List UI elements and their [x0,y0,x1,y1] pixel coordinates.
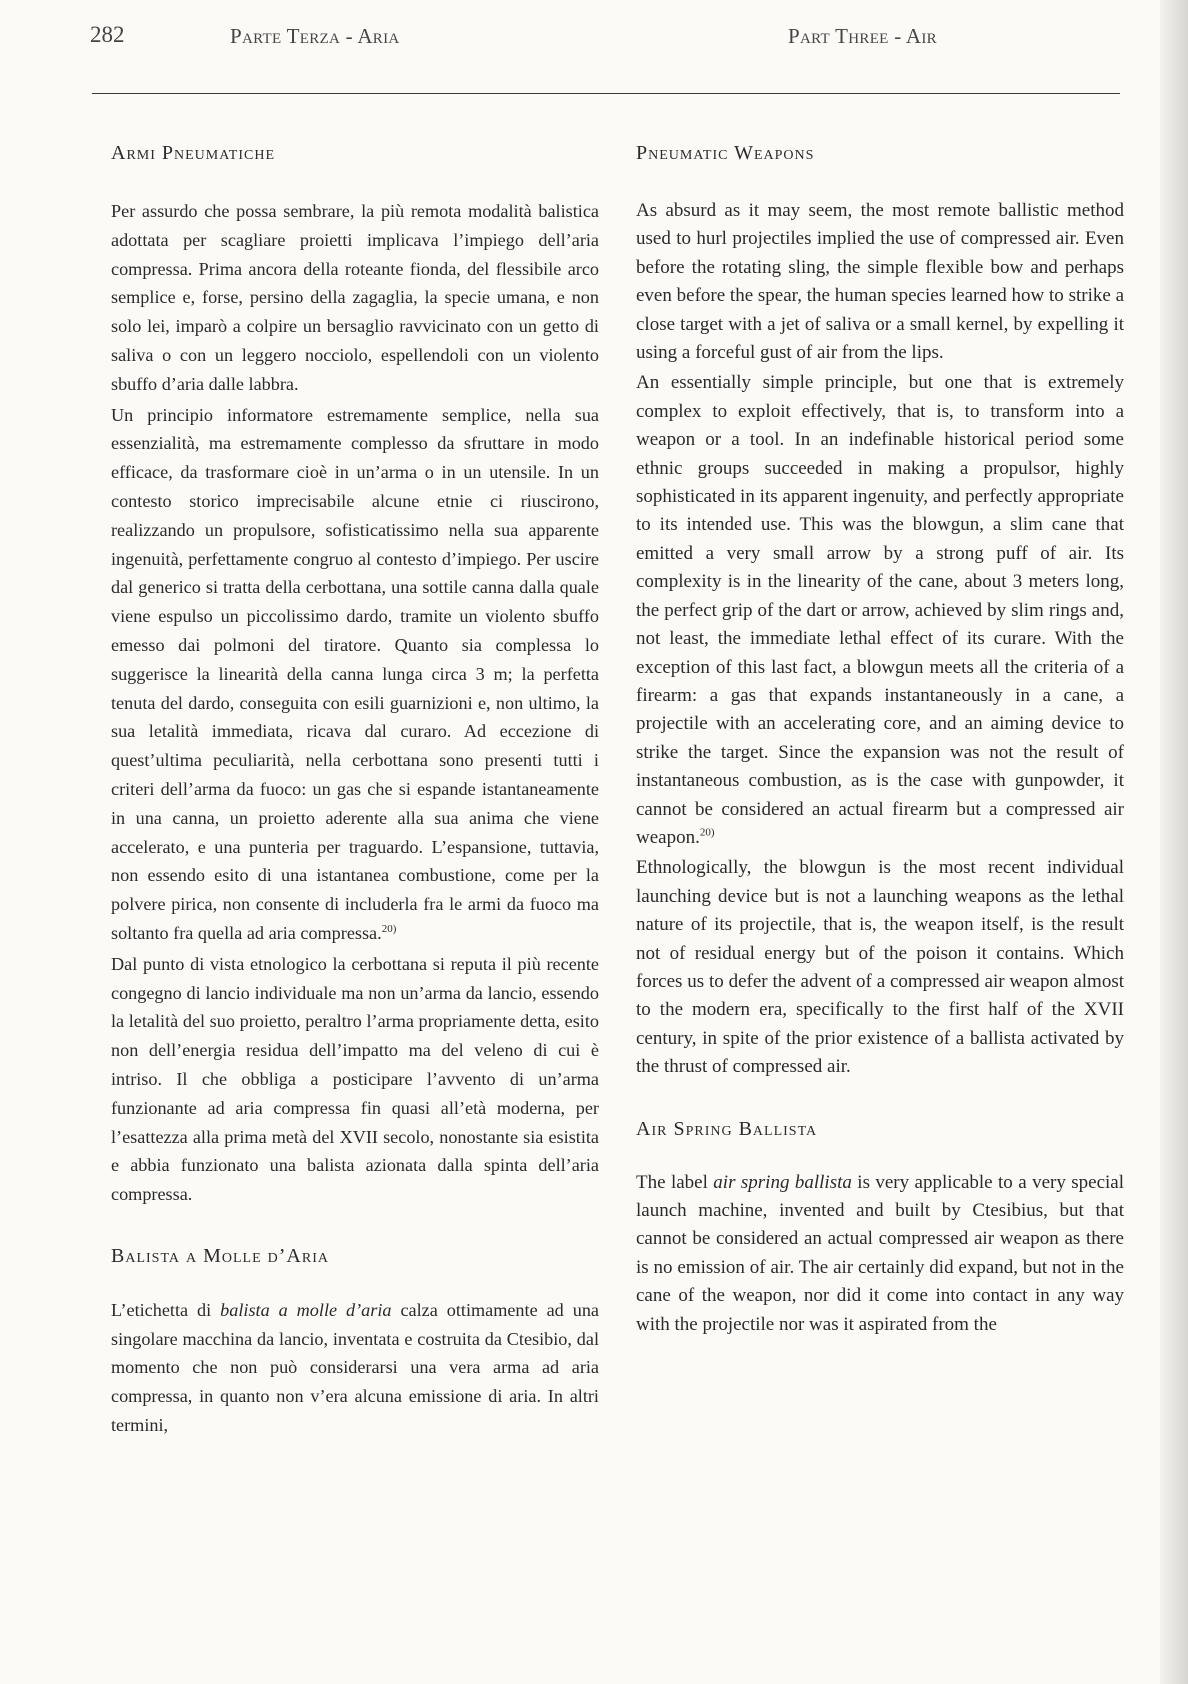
header-rule [92,93,1120,94]
paragraph: As absurd as it may seem, the most remote ballistic method used to hurl projectiles implied the use of compressed air. Even before the rotating sling, the simple flexible bow and perhaps even before the spear, the human species learned how to strike a close target with a jet of saliva or a small kernel, by expelling it using a forceful gust of air from the lips. [636,200,1124,364]
italic-term: air spring ballista [713,1171,852,1193]
italic-term: balista a molle d’aria [220,1299,392,1320]
paragraph-text: An essentially simple principle, but one that is extremely complex to exploit effectively, that is, to transform into a weapon or a tool. In an indefinable historical period some ethnic groups succeeded in making a propulsor, highly sophisticated in its apparent ingenuity, and perfectly appropriate to its intended use. This was the blowgun, a slim cane that emitted a very small arrow by a strong puff of air. Its complexity is in the linearity of the cane, about 3 meters long, the perfect grip of the dart or arrow, achieved by slim rings and, not least, the immediate lethal effect of its curare. With the exception of this last fact, a blowgun meets all the criteria of a firearm: a gas that expands instantaneously in a cane, a projectile with an accelerating core, and an aiming device to strike the target. Since the expansion was not the result of instantaneous combustion, as is the case with gunpowder, it cannot be considered an actual firearm but a compressed air weapon. [636,372,1124,848]
footnote-ref: 20) [699,826,715,839]
paragraph [636,369,1124,852]
paragraph: Per assurdo che possa sembrare, la più remota modalità balistica adottata per scagliare proietti implicava l’impiego dell’aria compressa. Prima ancora della roteante fionda, del flessibile arco semplice e, forse, persino della zagaglia, la specie umana, e non solo lei, imparò a colpire un bersaglio ravvicinato con un getto di saliva o con un leggero nocciolo, espellendoli con un violento sbuffo d’aria dalle labbra. [111,201,599,394]
paragraph-text: calza ottimamente ad una singolare macchina da lancio, inventata e costruita da Ctesibio, dal momento che non può considerarsi una vera arma ad aria compressa, in quanto non v’era alcuna emissione di aria. In altri termini, [111,1299,599,1436]
paragraph [636,1169,1124,1339]
paragraph [111,1296,599,1440]
header-title-italian: Parte Terza - Aria [230,24,400,48]
section-heading-armi-pneumatiche: Armi Pneumatiche [111,142,276,164]
header-title-english: Part Three - Air [788,24,937,48]
italian-column [111,136,599,1442]
paragraph-text: The label [636,1171,714,1193]
paragraph [111,401,599,948]
running-header [90,18,1120,58]
section-heading-air-spring-ballista: Air Spring Ballista [636,1117,818,1140]
paragraph: Ethnologically, the blowgun is the most recent individual launching device but is not a launching weapons as the lethal nature of its projectile, that is, the weapon itself, is the result not of residual energy but of the poison it contains. Which forces us to defer the advent of a compressed air weapon almost to the modern era, specifically to the first half of the XVII century, in spite of the prior existence of a ballista activated by the thrust of compressed air. [636,857,1124,1078]
english-column [636,136,1124,1341]
paragraph: Dal punto di vista etnologico la cerbottana si reputa il più recente congegno di lancio individuale ma non un’arma da lancio, essendo la letalità del suo proietto, peraltro l’arma propriamente detta, esito non dell’energia residua dell’impatto ma del veleno di cui è intriso. Il che obbliga a posticipare l’avvento di un’arma funzionante ad aria compressa fin quasi all’età moderna, per l’esattezza alla prima metà del XVII secolo, nonostante sia esistita e abbia funzionato una balista azionata dalla spinta dell’aria compressa. [111,953,599,1205]
section-heading-pneumatic-weapons: Pneumatic Weapons [636,142,815,164]
section-heading-balista: Balista a Molle d’Aria [111,1244,329,1267]
paragraph-text: Un principio informatore estremamente semplice, nella sua essenzialità, ma estremamente complesso da sfruttare in modo efficace, da trasformare cioè in un’arma o in un utensile. In un contesto storico imprecisabile alcune etnie ci riuscirono, realizzando un propulsore, sofisticatissimo nella sua apparente ingenuità, perfettamente congruo al contesto d’impiego. Per uscire dal generico si tratta della cerbottana, una sottile canna dalla quale viene espulso un piccolissimo dardo, tramite un violento sbuffo emesso dai polmoni del tiratore. Quanto sia complessa lo suggerisce la linearità della canna lunga circa 3 m; la perfetta tenuta del dardo, conseguita con esili guarnizioni e, non ultimo, la sua letalità immediata, ricava dal curaro. Ad eccezione di quest’ultima peculiarità, nella cerbottana sono presenti tutti i criteri dell’arma da fuoco: un gas che si espande istantaneamente in una canna, un proietto aderente alla sua anima che viene accelerato, e una punteria per traguardo. L’espansione, tuttavia, non essendo esito di una istantanea combustione, come per la polvere pirica, non consente di includerla fra le armi da fuoco ma soltanto fra quella ad aria compressa. [111,404,599,943]
paragraph-text: L’etichetta di [111,1299,221,1320]
page-edge [1160,0,1188,1684]
footnote-ref: 20) [381,922,397,935]
page-number: 282 [90,22,125,47]
paragraph-text: is very applicable to a very special launch machine, invented and built by Ctesibius, but that cannot be considered an actual compressed air weapon as there is no emission of air. The air certainly did expand, but not in the cane of the weapon, nor did it come into contact in any way with the projectile nor was it aspirated from the [636,1171,1124,1335]
